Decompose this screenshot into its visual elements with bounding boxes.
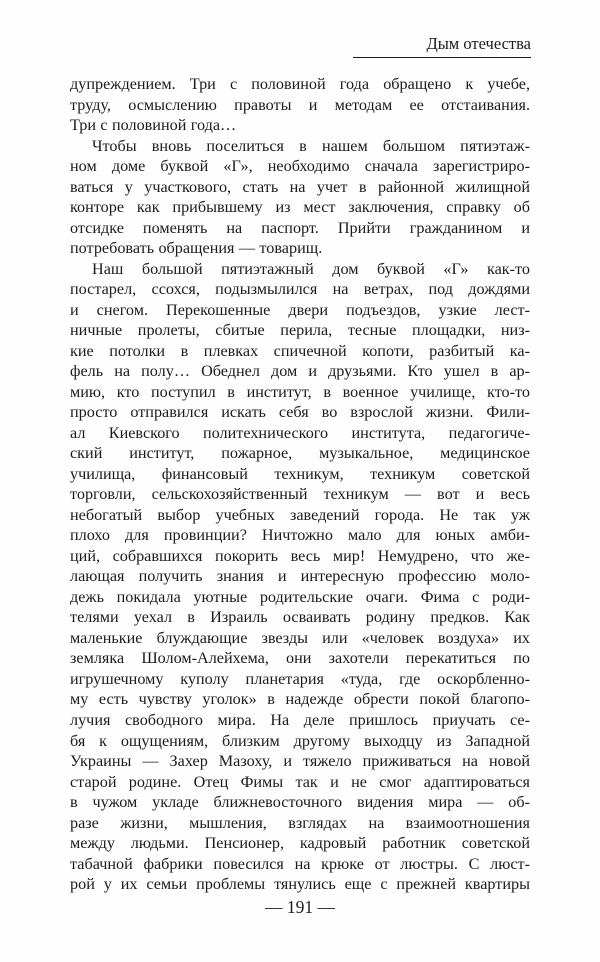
text-line: отсидке поменять на паспорт. Прийти гражданином и xyxy=(70,218,530,237)
text-line: разе жизни, мышления, взглядах на взаимоотношения xyxy=(70,813,530,832)
text-line: Чтобы вновь поселиться в нашем большом пятиэтаж- xyxy=(92,136,530,155)
text-line: телями уехал в Израиль осваивать родину предков. Как xyxy=(70,608,530,627)
text-line: и снегом. Перекошенные двери подъездов, узкие лест- xyxy=(70,300,530,319)
header-rule xyxy=(353,57,531,58)
text-line: земляка Шолом-Алейхема, они захотели перекатиться по xyxy=(70,649,530,668)
text-line: потребовать обращения — товарищ. xyxy=(70,239,323,258)
text-line: старой родине. Отец Фимы так и не смог адаптироваться xyxy=(70,772,530,791)
page-body xyxy=(70,74,530,895)
text-line: торговли, сельскохозяйственный техникум — вот и весь xyxy=(70,485,530,504)
text-line: бя к ощущениям, близким другому выходцу из Западной xyxy=(70,731,530,750)
text-line: в чужом укладе ближневосточного видения мира — об- xyxy=(70,793,530,812)
text-line: лающая получить знания и интересную профессию моло- xyxy=(70,567,530,586)
text-line: маленькие блуждающие звезды или «человек воздуха» их xyxy=(70,628,530,647)
text-line: игрушечному куполу планетария «туда, где оскорбленно- xyxy=(70,669,530,688)
text-line: кие потолки в плевках спичечной копоти, разбитый ка- xyxy=(70,341,530,360)
text-line: Три с половиной года… xyxy=(70,116,237,135)
text-line: Украины — Захер Мазоху, и тяжело приживаться на новой xyxy=(70,752,530,771)
running-header-title: Дым отечества xyxy=(426,34,531,53)
text-line: просто отправился искать себя во взрослой жизни. Фили- xyxy=(70,403,530,422)
text-line: мию, кто поступил в институт, в военное училище, кто-то xyxy=(70,382,530,401)
text-line: конторе как прибывшему из мест заключения, справку об xyxy=(70,198,530,217)
text-line: лучия свободного мира. На деле пришлось приучать се- xyxy=(70,710,530,729)
text-line: постарел, ссохся, подызмылился на ветрах, под дождями xyxy=(70,280,530,299)
text-line: между людьми. Пенсионер, кадровый работник советской xyxy=(70,834,530,853)
text-line: училища, финансовый техникум, техникум советской xyxy=(70,464,530,483)
text-line: ский институт, пожарное, музыкальное, медицинское xyxy=(70,444,530,463)
text-line: ном доме буквой «Г», необходимо сначала зарегистриро- xyxy=(70,157,530,176)
text-line: дежь покидала уютные родительские очаги. Фима с роди- xyxy=(70,587,530,606)
text-line: фель на полу… Обеднел дом и друзьями. Кто ушел в ар- xyxy=(70,362,530,381)
page-number: — 191 — xyxy=(265,897,335,917)
text-line: ничные пролеты, сбитые перила, тесные площадки, низ- xyxy=(70,321,530,340)
text-line: му есть чувству уголок» в надежде обрести покой благопо- xyxy=(70,690,530,709)
text-line: дупреждением. Три с половиной года обращено к учебе, xyxy=(70,75,530,93)
text-line: труду, осмыслению правоты и методам ее отстаивания. xyxy=(70,95,530,114)
text-line: табачной фабрики повесился на крюке от люстры. С люст- xyxy=(70,854,530,873)
text-line: ваться у участкового, стать на учет в районной жилищной xyxy=(70,177,530,196)
text-line: небогатый выбор учебных заведений города. Не так уж xyxy=(70,505,530,524)
text-line: рой у их семьи проблемы тянулись еще с прежней квартиры xyxy=(70,875,530,894)
text-line: ал Киевского политехнического института, педагогиче- xyxy=(70,423,530,442)
text-line: Наш большой пятиэтажный дом буквой «Г» как-то xyxy=(92,259,530,278)
text-line: ций, собравшихся покорить весь мир! Немудрено, что же- xyxy=(70,546,530,565)
text-line: плохо для провинции? Ничтожно мало для юных амби- xyxy=(70,526,530,545)
